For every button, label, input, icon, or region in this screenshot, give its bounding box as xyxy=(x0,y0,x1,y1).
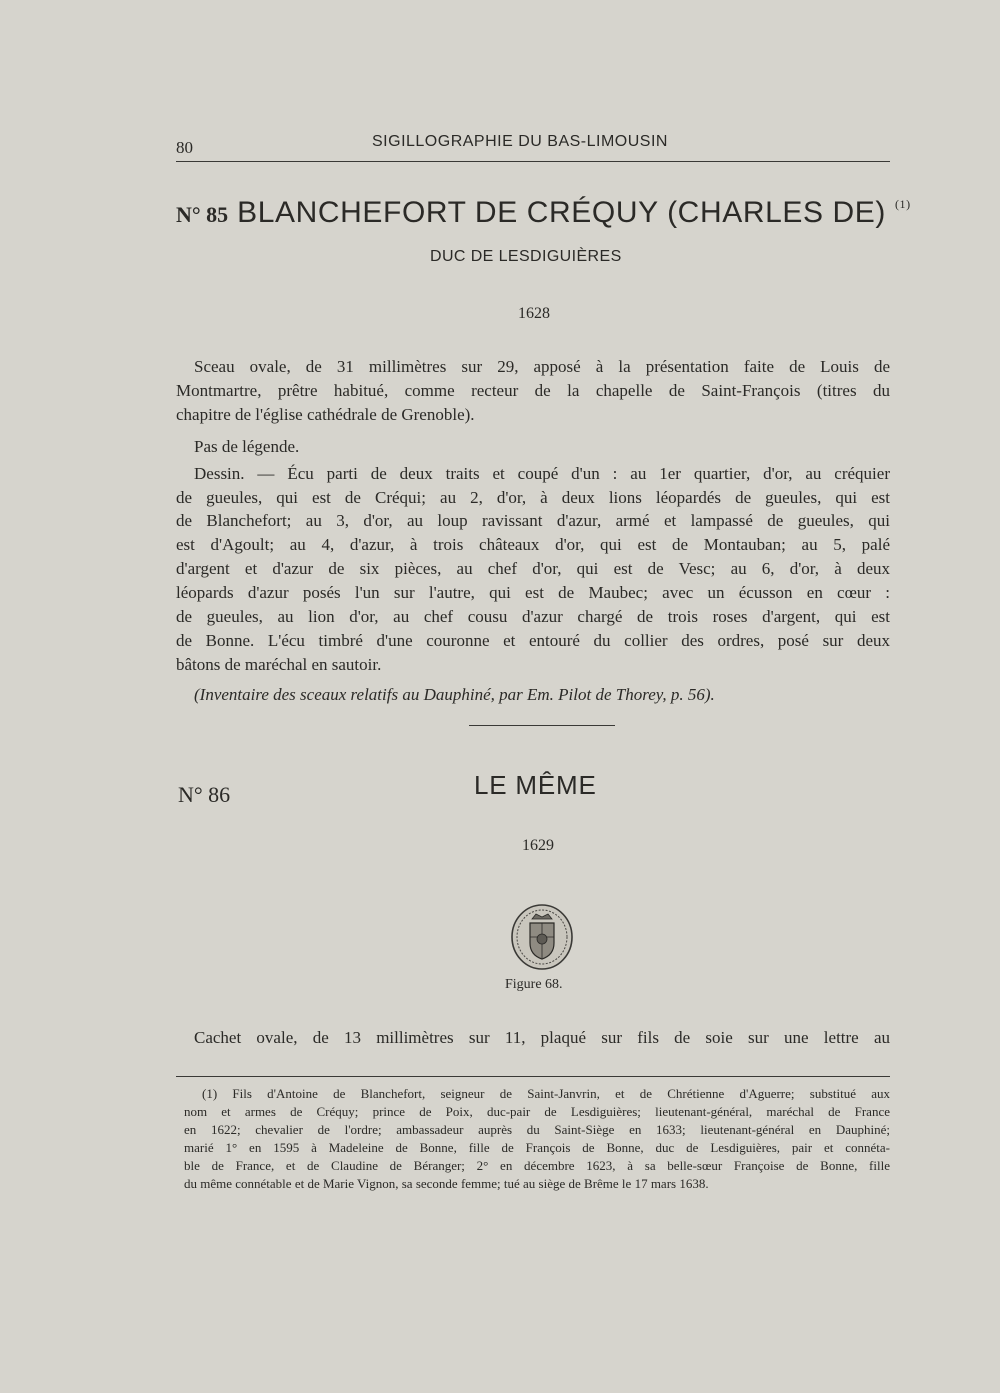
footnote-line: en 1622; chevalier de l'ordre; ambassadeur auprès du Saint-Siège en 1633; lieutenant-général en Dauphiné; xyxy=(184,1122,890,1137)
page-number: 80 xyxy=(176,138,193,157)
dessin-line: est d'Agoult; au 4, d'azur, à trois châteaux d'or, qui est de Montauban; au 5, palé xyxy=(176,535,890,554)
entry-85-year: 1628 xyxy=(518,305,550,322)
entry-85-heading xyxy=(176,196,911,230)
source-citation: (Inventaire des sceaux relatifs au Dauphiné, par Em. Pilot de Thorey, p. 56). xyxy=(194,685,715,704)
entry-86-title: LE MÊME xyxy=(474,770,597,800)
footnote-line: (1) Fils d'Antoine de Blanchefort, seigneur de Saint-Janvrin, et de Chrétienne d'Aguerre; substitué aux xyxy=(202,1086,890,1101)
section-divider xyxy=(469,725,615,726)
footnote-line: ble de France, et de Claudine de Béranger; 2° en décembre 1623, à sa belle-sœur Françoise de Bonne, fille xyxy=(184,1158,890,1173)
header-rule xyxy=(176,161,890,162)
running-title: SIGILLOGRAPHIE DU BAS-LIMOUSIN xyxy=(372,133,668,150)
dessin-line: de gueules, au lion d'or, au chef cousu d'azur chargé de trois roses d'argent, qui est xyxy=(176,607,890,626)
dessin-line: bâtons de maréchal en sautoir. xyxy=(176,655,382,674)
footnote-line: du même connétable et de Marie Vignon, sa seconde femme; tué au siège de Brême le 17 mars 1638. xyxy=(184,1176,709,1191)
body-line: Montmartre, prêtre habitué, comme recteur de la chapelle de Saint-François (titres du xyxy=(176,381,890,400)
dessin-line: léopards d'azur posés l'un sur l'autre, qui est de Maubec; avec un écusson en cœur : xyxy=(176,583,890,602)
entry-86-text-line: Cachet ovale, de 13 millimètres sur 11, plaqué sur fils de soie sur une lettre au xyxy=(194,1028,890,1047)
footnote-line: nom et armes de Créquy; prince de Poix, duc-pair de Lesdiguières; lieutenant-général, maréchal de France xyxy=(184,1104,890,1119)
dessin-line: de Blanchefort; au 3, d'or, au loup ravissant d'azur, armé et lampassé de gueules, qui xyxy=(176,511,890,530)
dessin-line: de gueules, qui est de Créqui; au 2, d'or, à deux lions léopardés de gueules, qui est xyxy=(176,488,890,507)
legend-line: Pas de légende. xyxy=(194,437,300,456)
entry-85-title: BLANCHEFORT DE CRÉQUY (CHARLES DE) xyxy=(237,196,886,229)
entry-85-note-ref: (1) xyxy=(894,197,911,211)
footnote-line: marié 1° en 1595 à Madeleine de Bonne, fille de François de Bonne, duc de Lesdiguières, pair et connéta- xyxy=(184,1140,890,1155)
entry-85-subtitle: DUC DE LESDIGUIÈRES xyxy=(430,248,622,265)
entry-86-year: 1629 xyxy=(522,837,554,854)
footnote-rule xyxy=(176,1076,890,1077)
body-line: Sceau ovale, de 31 millimètres sur 29, apposé à la présentation faite de Louis de xyxy=(194,357,890,376)
dessin-line: Dessin. — Écu parti de deux traits et coupé d'un : au 1er quartier, d'or, au créquier xyxy=(194,464,890,483)
figure-caption: Figure 68. xyxy=(505,977,563,992)
seal-figure-image xyxy=(510,903,574,971)
body-line: chapitre de l'église cathédrale de Grenoble). xyxy=(176,405,475,424)
entry-86-number: N° 86 xyxy=(178,782,231,807)
dessin-line: de Bonne. L'écu timbré d'une couronne et entouré du collier des ordres, posé sur deux xyxy=(176,631,890,650)
dessin-line: d'argent et d'azur de six pièces, au chef d'or, qui est de Vesc; au 6, d'or, à deux xyxy=(176,559,890,578)
entry-85-number: N° 85 xyxy=(176,202,229,227)
